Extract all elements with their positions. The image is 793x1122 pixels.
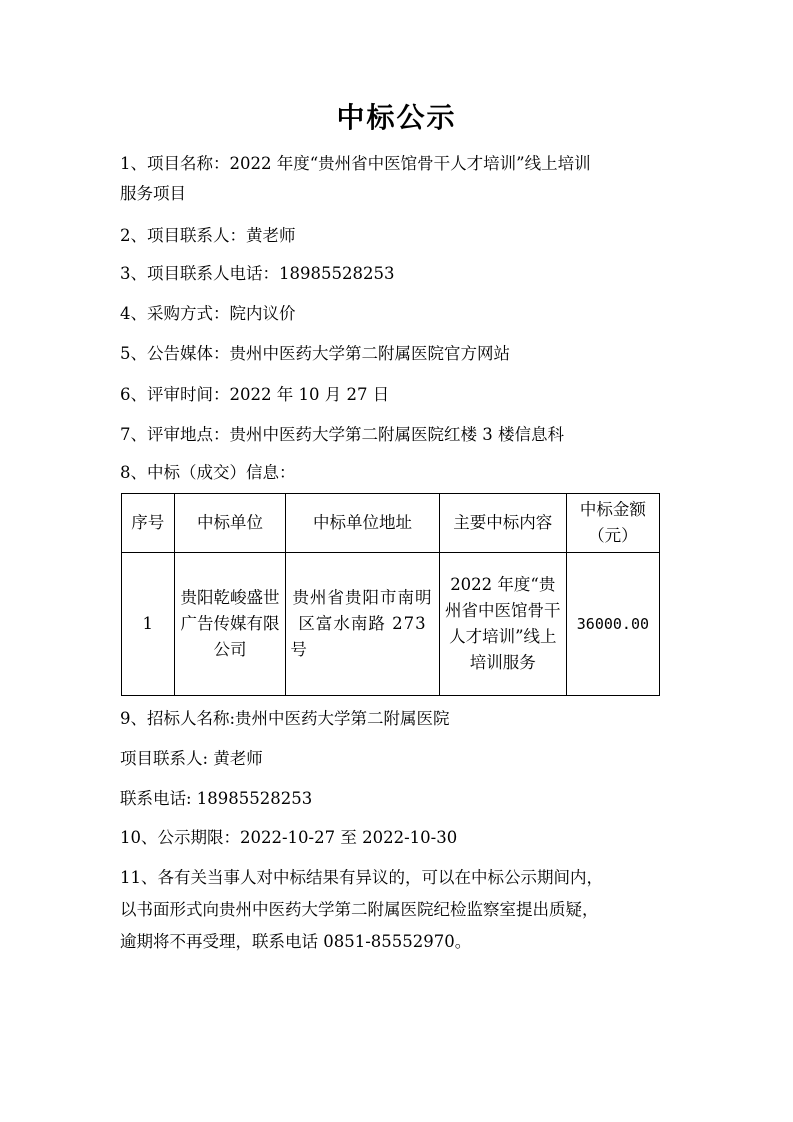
cell-address: 贵州省贵阳市南明区富水南路 273 号 [286, 553, 439, 696]
tenderer-contact-phone: 联系电话: 18985528253 [120, 789, 313, 808]
cell-seq: 1 [122, 553, 175, 696]
cell-unit: 贵阳乾峻盛世广告传媒有限公司 [174, 553, 286, 696]
procurement-method: 4、采购方式：院内议价 [120, 304, 296, 323]
objection-line-2: 以书面形式向贵州中医药大学第二附属医院纪检监察室提出质疑， [120, 900, 599, 919]
header-content: 主要中标内容 [439, 494, 566, 553]
cell-amount: 36000.00 [566, 553, 659, 696]
table-row [122, 553, 660, 696]
header-seq: 序号 [122, 494, 175, 553]
contact-phone: 3、项目联系人电话：18985528253 [120, 264, 395, 283]
review-location: 7、评审地点：贵州中医药大学第二附属医院红楼 3 楼信息科 [120, 425, 564, 444]
header-address: 中标单位地址 [286, 494, 439, 553]
review-time: 6、评审时间：2022 年 10 月 27 日 [120, 385, 390, 404]
tenderer-contact-person: 项目联系人: 黄老师 [120, 749, 263, 768]
project-name-line-1: 1、项目名称：2022 年度“贵州省中医馆骨干人才培训”线上培训 [120, 154, 591, 173]
table-header-row [122, 494, 660, 553]
award-table [121, 493, 660, 696]
announcement-period: 10、公示期限：2022-10-27 至 2022-10-30 [120, 828, 458, 847]
cell-content: 2022 年度“贵州省中医馆骨干人才培训”线上培训服务 [439, 553, 566, 696]
tenderer-name: 9、招标人名称:贵州中医药大学第二附属医院 [120, 709, 450, 728]
objection-line-1: 11、各有关当事人对中标结果有异议的，可以在中标公示期间内， [120, 868, 603, 887]
page-title: 中标公示 [336, 101, 457, 134]
objection-line-3: 逾期将不再受理，联系电话 0851-85552970。 [120, 932, 472, 951]
header-unit: 中标单位 [174, 494, 286, 553]
header-amount: 中标金额（元） [566, 494, 659, 553]
contact-person: 2、项目联系人：黄老师 [120, 226, 296, 245]
award-info-heading: 8、中标（成交）信息： [120, 463, 296, 482]
announcement-media: 5、公告媒体：贵州中医药大学第二附属医院官方网站 [120, 344, 510, 363]
project-name-line-2: 服务项目 [120, 184, 186, 203]
